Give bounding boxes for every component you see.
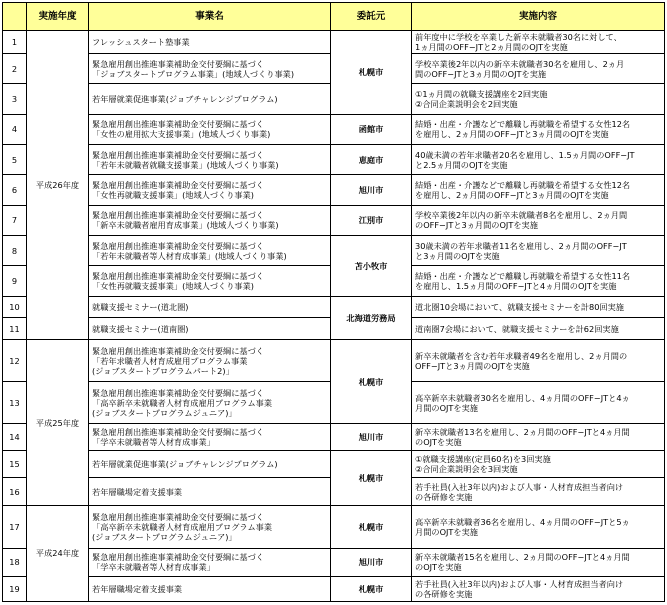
- client-org: 札幌市: [331, 340, 412, 424]
- project-name: 就職支援セミナー(道南圏): [89, 318, 331, 340]
- project-name: フレッシュスタート塾事業: [89, 31, 331, 54]
- row-number: 1: [3, 31, 27, 54]
- row-number: 4: [3, 114, 27, 144]
- project-detail: 新卒未就職者15名を雇用し、2ヵ月間のOFF−JTと4ヵ月間 のOJTを実施: [412, 548, 665, 576]
- header-org: 委託元: [331, 3, 412, 31]
- project-name: 緊急雇用創出推進事業補助金交付要綱に基づく 「新卒未就職者雇用育成事業」(地域人づくり事業): [89, 205, 331, 235]
- row-number: 17: [3, 505, 27, 548]
- header-name: 事業名: [89, 3, 331, 31]
- row-number: 16: [3, 478, 27, 505]
- row-number: 11: [3, 318, 27, 340]
- client-org: 江別市: [331, 205, 412, 235]
- row-number: 3: [3, 84, 27, 114]
- client-org: 札幌市: [331, 31, 412, 115]
- project-detail: ①1ヵ月間の就職支援講座を2回実施 ②合同企業説明会を2回実施: [412, 84, 665, 114]
- table-row: [3, 296, 665, 318]
- table-row: [3, 235, 665, 265]
- project-name: 緊急雇用創出推進事業補助金交付要綱に基づく 「若年未就職者等人材育成事業」(地域人づくり事業): [89, 235, 331, 265]
- project-name: 若年層職場定着支援事業: [89, 478, 331, 505]
- row-number: 18: [3, 548, 27, 576]
- client-org: 旭川市: [331, 424, 412, 451]
- project-name: 若年層職場定着支援事業: [89, 576, 331, 601]
- row-number: 5: [3, 144, 27, 174]
- client-org: 札幌市: [331, 451, 412, 505]
- project-name: 若年層就業促進事業(ジョブチャレンジプログラム): [89, 451, 331, 478]
- project-name: 緊急雇用創出推進事業補助金交付要綱に基づく 「高卒新卒未就職者人材育成雇用プログラム事業 (ジョブスタートプログラムジュニア)」: [89, 505, 331, 548]
- table-row: [3, 205, 665, 235]
- project-name: 緊急雇用創出推進事業補助金交付要綱に基づく 「女性再就職支援事業」(地域人づくり事業): [89, 175, 331, 205]
- row-number: 14: [3, 424, 27, 451]
- project-name: 緊急雇用創出推進事業補助金交付要綱に基づく 「若年未就職者就職支援事業」(地域人づくり事業): [89, 144, 331, 174]
- row-number: 2: [3, 54, 27, 84]
- client-org: 札幌市: [331, 576, 412, 601]
- project-name: 緊急雇用創出推進事業補助金交付要綱に基づく 「若年求職者人材育成雇用プログラム事業 (ジョブスタートプログラムパート2)」: [89, 340, 331, 382]
- row-number: 8: [3, 235, 27, 265]
- project-name: 緊急雇用創出推進事業補助金交付要綱に基づく 「学卒未就職者等人材育成事業」: [89, 548, 331, 576]
- project-detail: ①就職支援講座(定員60名)を3回実施 ②合同企業説明会を3回実施: [412, 451, 665, 478]
- project-name: 緊急雇用創出推進事業補助金交付要綱に基づく 「学卒未就職者等人材育成事業」: [89, 424, 331, 451]
- projects-table: [2, 2, 665, 602]
- row-number: 7: [3, 205, 27, 235]
- header-detail: 実施内容: [412, 3, 665, 31]
- project-detail: 高卒新卒未就職者36名を雇用し、4ヵ月間のOFF−JTと5ヵ 月間のOJTを実施: [412, 505, 665, 548]
- project-name: 若年層就業促進事業(ジョブチャレンジプログラム): [89, 84, 331, 114]
- row-number: 15: [3, 451, 27, 478]
- project-detail: 30歳未満の若年求職者11名を雇用し、2ヵ月間のOFF−JT と3ヵ月間のOJTを実施: [412, 235, 665, 265]
- project-detail: 道北圏10会場において、就職支援セミナーを計80回実施: [412, 296, 665, 318]
- fiscal-year-cell: 平成25年度: [27, 340, 89, 505]
- row-number: 6: [3, 175, 27, 205]
- table-row: [3, 175, 665, 205]
- project-detail: 若手社員(入社3年以内)および人事・人材育成担当者向け の各研修を実施: [412, 576, 665, 601]
- project-name: 緊急雇用創出推進事業補助金交付要綱に基づく 「女性の雇用拡大支援事業」(地域人づくり事業): [89, 114, 331, 144]
- client-org: 札幌市: [331, 505, 412, 548]
- fiscal-year-cell: 平成24年度: [27, 505, 89, 601]
- table-row: [3, 340, 665, 382]
- table-row: [3, 505, 665, 548]
- client-org: 恵庭市: [331, 144, 412, 174]
- project-name: 就職支援セミナー(道北圏): [89, 296, 331, 318]
- row-number: 13: [3, 382, 27, 424]
- project-detail: 40歳未満の若年求職者20名を雇用し、1.5ヵ月間のOFF−JT と2.5ヵ月間のOJTを実施: [412, 144, 665, 174]
- project-detail: 前年度中に学校を卒業した新卒未就職者30名に対して、 1ヵ月間のOFF−JTと2ヵ月間のOJTを実施: [412, 31, 665, 54]
- project-detail: 結婚・出産・介護などで離職し再就職を希望する女性11名 を雇用し、1.5ヵ月間のOFF−JTと4ヵ月間のOJTを実施: [412, 266, 665, 296]
- project-name: 緊急雇用創出推進事業補助金交付要綱に基づく 「女性再就職支援事業」(地域人づくり事業): [89, 266, 331, 296]
- client-org: 北海道労務局: [331, 296, 412, 340]
- table-row: [3, 31, 665, 54]
- project-name: 緊急雇用創出推進事業補助金交付要綱に基づく 「ジョブスタートプログラム事業」(地域人づくり事業): [89, 54, 331, 84]
- table-row: [3, 576, 665, 601]
- table-row: [3, 144, 665, 174]
- project-detail: 学校卒業後2年以内の新卒未就職者8名を雇用し、2ヵ月間 のOFF−JTと3ヵ月間のOJTを実施: [412, 205, 665, 235]
- client-org: 旭川市: [331, 175, 412, 205]
- row-number: 9: [3, 266, 27, 296]
- project-detail: 新卒未就職者を含む若年求職者49名を雇用し、2ヵ月間の OFF−JTと3ヵ月間のOJTを実施: [412, 340, 665, 382]
- project-name: 緊急雇用創出推進事業補助金交付要綱に基づく 「高卒新卒未就職者人材育成雇用プログラム事業 (ジョブスタートプログラムジュニア)」: [89, 382, 331, 424]
- project-detail: 結婚・出産・介護などで離職し再就職を希望する女性12名 を雇用し、2ヵ月間のOFF−JTと3ヵ月間のOJTを実施: [412, 114, 665, 144]
- project-detail: 新卒未就職者13名を雇用し、2ヵ月間のOFF−JTと4ヵ月間 のOJTを実施: [412, 424, 665, 451]
- header-no: [3, 3, 27, 31]
- header-row: [3, 3, 665, 31]
- table-row: [3, 114, 665, 144]
- header-year: 実施年度: [27, 3, 89, 31]
- fiscal-year-cell: 平成26年度: [27, 31, 89, 340]
- row-number: 10: [3, 296, 27, 318]
- client-org: 旭川市: [331, 548, 412, 576]
- project-detail: 若手社員(入社3年以内)および人事・人材育成担当者向け の各研修を実施: [412, 478, 665, 505]
- row-number: 19: [3, 576, 27, 601]
- table-row: [3, 424, 665, 451]
- project-detail: 道南圏7会場において、就職支援セミナーを計62回実施: [412, 318, 665, 340]
- table-row: [3, 548, 665, 576]
- table-row: [3, 451, 665, 478]
- client-org: 函館市: [331, 114, 412, 144]
- client-org: 苫小牧市: [331, 235, 412, 296]
- project-detail: 高卒新卒未就職者30名を雇用し、4ヵ月間のOFF−JTと4ヵ 月間のOJTを実施: [412, 382, 665, 424]
- row-number: 12: [3, 340, 27, 382]
- project-detail: 結婚・出産・介護などで離職し再就職を希望する女性12名 を雇用し、2ヵ月間のOFF−JTと3ヵ月間のOJTを実施: [412, 175, 665, 205]
- project-detail: 学校卒業後2年以内の新卒未就職者30名を雇用し、2ヵ月 間のOFF−JTと3ヵ月間のOJTを実施: [412, 54, 665, 84]
